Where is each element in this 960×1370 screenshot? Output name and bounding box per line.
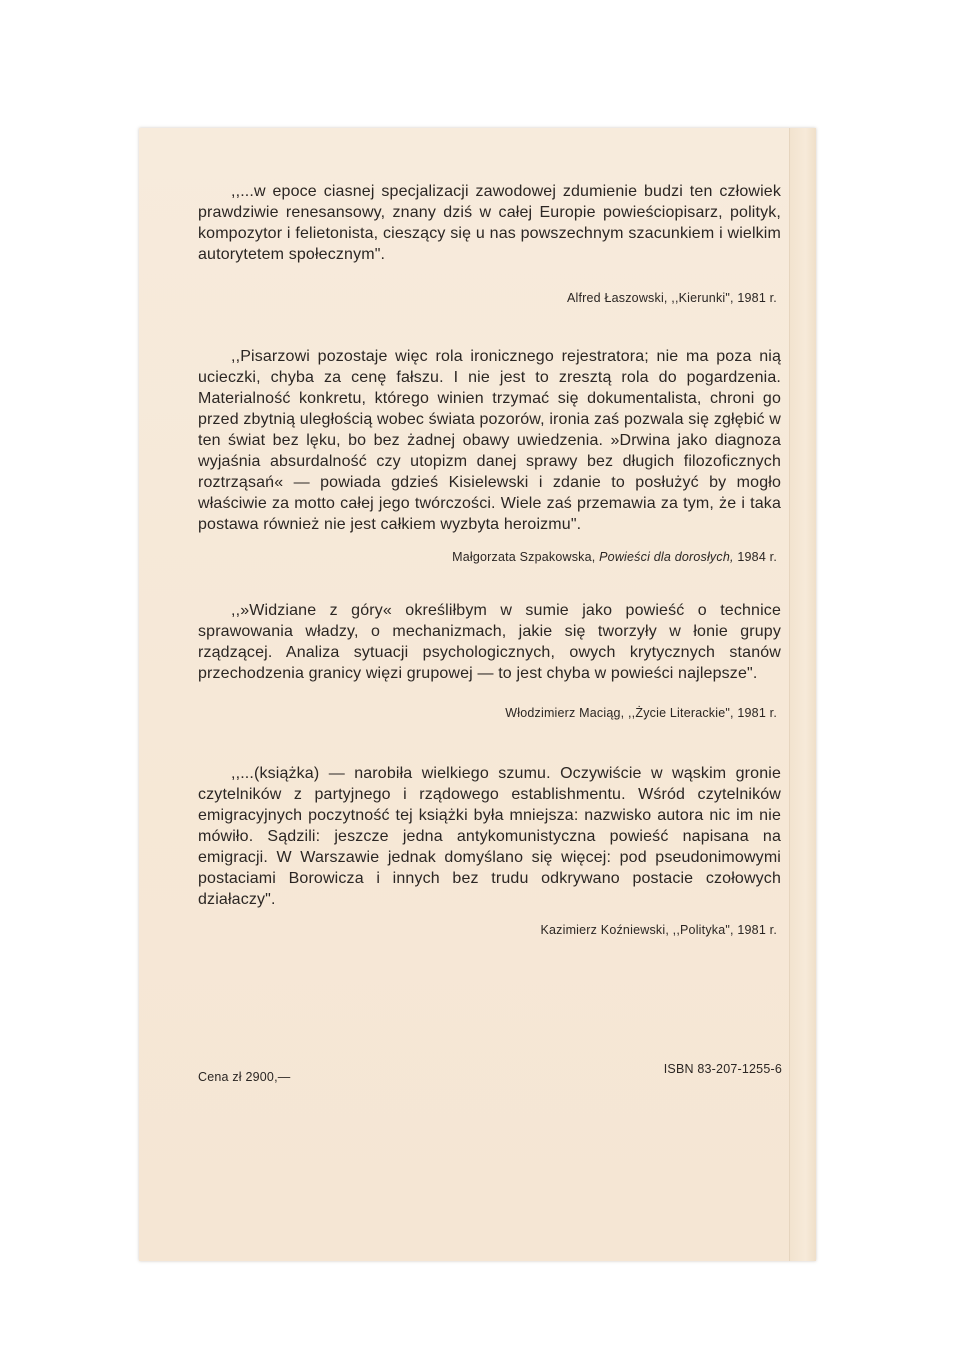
isbn-label: ISBN 83-207-1255-6	[663, 1062, 782, 1076]
quote-3-attribution: Włodzimierz Maciąg, ,,Życie Literackie", 1981 r.	[505, 706, 777, 720]
quote-4-text: ,,...(książka) — narobiła wielkiego szumu. Oczywiście w wąskim gronie czytelników z partyjnego i rządowego establishmentu. Wśród czytelników emigracyjnych poczytność tej książki była mniejsza: nazwisko autora nic im nie mówiło. Sądzili: jeszcze jedna antykomunistyczna powieść napisana na emigracji. W Warszawie jednak domyślano się więcej: pod pseudonimowymi postaciami Borowicza i innych bez trudu odkrywano postacie czołowych działaczy".	[198, 765, 781, 908]
quote-2-book-title: Powieści dla dorosłych,	[599, 550, 734, 564]
quote-2-year: 1984 r.	[737, 550, 777, 564]
quote-2-author: Małgorzata Szpakowska,	[452, 550, 596, 564]
price-label: Cena zł 2900,—	[198, 1070, 291, 1084]
quote-2-text: ,,Pisarzowi pozostaje więc rola ironicznego rejestratora; nie ma poza nią ucieczki, chyba za cenę fałszu. I nie jest to zresztą rola do pogardzenia. Materialność konkretu, którego winien trzymać się dokumentalista, chroni go przed zbytnią uległością wobec świata pozorów, ironia zaś pozwala się zgłębić w ten świat bez lęku, bo bez żadnej obawy uwiedzenia. »Drwina jako diagnoza wyjaśnia absurdalność czy utopizm danej sprawy bez długich filozoficznych roztrząsań« — powiada gdzieś Kisielewski i zdanie to posłużyć by mogło właściwie za motto całej jego twórczości. Wiele zaś przemawia za tym, że i taka postawa również nie jest całkiem wyzbyta heroizmu".	[198, 348, 781, 533]
quote-4-attribution: Kazimierz Koźniewski, ,,Polityka", 1981 r.	[540, 923, 777, 937]
quote-1-text: ,,...w epoce ciasnej specjalizacji zawodowej zdumienie budzi ten człowiek prawdziwie renesansowy, znany dziś w całej Europie powieściopisarz, polityk, kompozytor i felietonista, cieszący się u nas powszechnym szacunkiem i wielkim autorytetem społecznym".	[198, 183, 781, 263]
quote-3-text: ,,»Widziane z góry« określiłbym w sumie jako powieść o technice sprawowania władzy, o mechanizmach, jakie się tworzyły w łonie grupy rządzącej. Analiza sytuacji psychologicznych, owych krytycznych stanów przechodzenia granicy więzi grupowej — to jest chyba w powieści najlepsze".	[198, 602, 781, 682]
quote-1-attribution: Alfred Łaszowski, ,,Kierunki", 1981 r.	[566, 291, 777, 305]
book-spine	[789, 128, 816, 1261]
quote-2-attribution	[452, 550, 777, 564]
